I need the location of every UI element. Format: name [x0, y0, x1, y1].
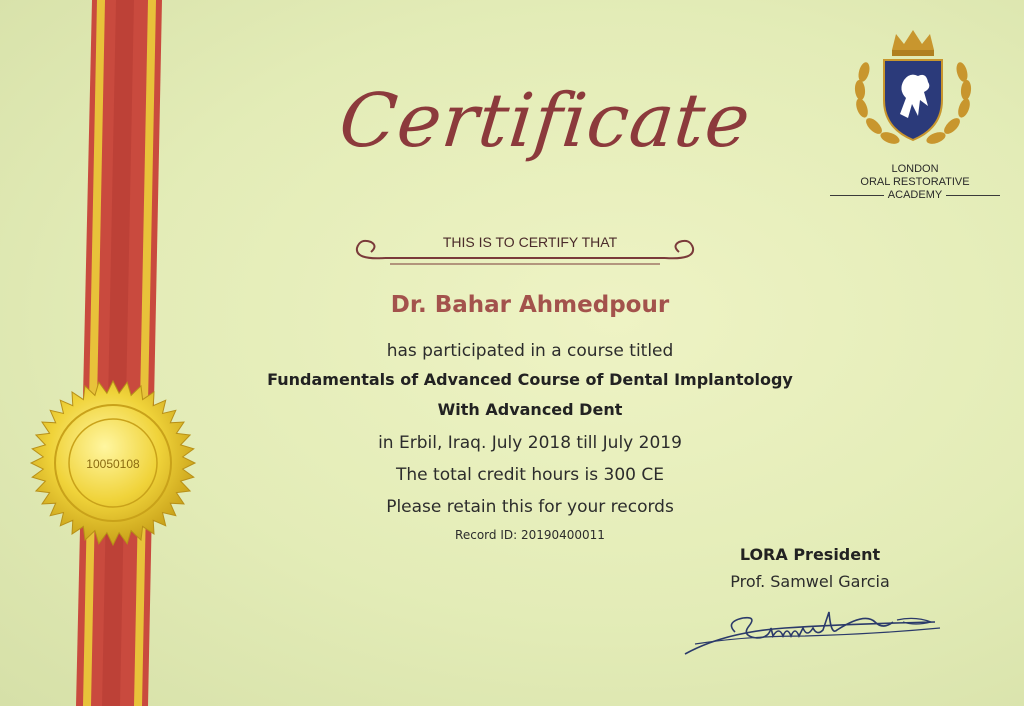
- academy-line1: LONDON: [891, 163, 939, 175]
- academy-line2: ORAL RESTORATIVE: [860, 176, 970, 188]
- certify-heading: THIS IS TO CERTIFY THAT: [442, 234, 618, 250]
- certificate-title: Certificate: [335, 78, 755, 164]
- credit-hours: The total credit hours is 300 CE: [396, 465, 664, 485]
- signatory-role: LORA President: [739, 545, 881, 564]
- seal-number: 10050108: [86, 457, 140, 471]
- course-title-line2: With Advanced Dent: [437, 400, 623, 419]
- handwritten-signature-icon: [665, 592, 955, 672]
- signatory-name: Prof. Samwel Garcia: [730, 572, 890, 591]
- academy-line3: ACADEMY: [887, 189, 943, 201]
- academy-name: [830, 163, 1000, 202]
- participation-text: has participated in a course titled: [386, 341, 674, 361]
- course-title-line1: Fundamentals of Advanced Course of Dental Implantology: [267, 370, 793, 389]
- lion-shield-crest-icon: [848, 28, 978, 160]
- academy-line3-rule: [830, 189, 1000, 202]
- record-id: Record ID: 20190400011: [455, 528, 605, 542]
- retain-notice: Please retain this for your records: [386, 497, 674, 517]
- gold-foil-seal-icon: [28, 378, 198, 548]
- recipient-name: Dr. Bahar Ahmedpour: [390, 292, 670, 318]
- location-dates: in Erbil, Iraq. July 2018 till July 2019: [378, 433, 682, 453]
